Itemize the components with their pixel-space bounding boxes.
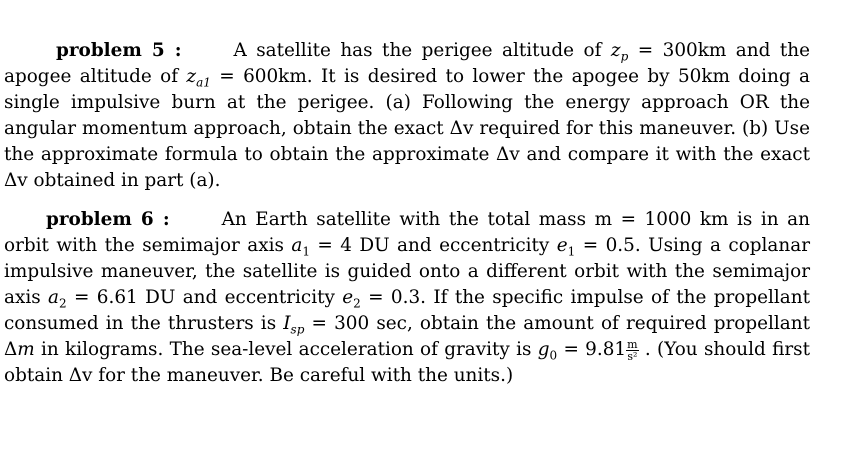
var-a1: a <box>291 235 303 256</box>
problem-5-text-a: A satellite has the perigee altitude of <box>233 40 611 61</box>
problem-5-label: problem 5 : <box>56 40 182 61</box>
var-e2: e <box>342 287 354 308</box>
problem-6-text-g: in kilograms. The sea-level acceleration of gravity is <box>34 339 538 360</box>
problem-6-text-i: . (You should first obtain Δv for the maneuver. Be careful with the units.) <box>4 339 810 386</box>
sub-a1: a1 <box>196 75 211 90</box>
var-g0: g <box>537 339 550 360</box>
sub-sp: sp <box>290 322 305 337</box>
var-e1: e <box>556 235 568 256</box>
problem-6-text-a: An Earth satellite with the total mass m = 1000 km is in an orbit with the semimajor axis <box>4 209 810 256</box>
frac-denominator: s² <box>627 349 638 363</box>
problem-6-text-h: = 9.81 <box>557 339 627 360</box>
problem-6-text-d: = 6.61 DU and eccentricity <box>66 287 343 308</box>
problem-6-text-c: = 0.5. Using a coplanar impulsive maneuver, the satellite is guided onto a different orbit with the semimajor axis <box>4 235 810 308</box>
problem-5-text-c: = 600km. It is desired to lower the apogee by 50km doing a single impulsive burn at the perigee. (a) Following the energy approach OR the angular momentum approach, obtain the exact Δv required for this maneuver. (b) Use the approximate formula to obtain the approximate Δv and compare it with the exact Δv obtained in part (a). <box>4 66 811 191</box>
problem-6-paragraph <box>4 207 810 389</box>
gravity-unit-fraction <box>626 339 638 362</box>
var-a2: a <box>48 287 59 308</box>
var-z-perigee: z <box>610 40 621 61</box>
var-z-apogee: z <box>186 66 197 87</box>
problem-6-text-f: = 300 sec, obtain the amount of required propellant Δ <box>4 313 810 360</box>
sub-1: 1 <box>302 244 310 259</box>
sub-2: 2 <box>59 296 67 311</box>
sub-1b: 1 <box>567 244 576 259</box>
sub-2b: 2 <box>353 296 361 311</box>
problem-6-label: problem 6 : <box>46 209 170 230</box>
problem-6-text-e: = 0.3. If the specific impulse of the propellant consumed in the thrusters is <box>4 287 810 334</box>
problem-5-text-b: = 300km and the apogee altitude of <box>4 40 810 87</box>
problem-6-text-b: = 4 DU and eccentricity <box>309 235 557 256</box>
problem-5-paragraph <box>4 38 810 194</box>
sub-0: 0 <box>549 348 558 363</box>
var-isp: I <box>283 313 291 334</box>
frac-numerator: m <box>627 337 638 351</box>
sub-p: p <box>620 49 629 64</box>
var-m: m <box>17 339 35 360</box>
